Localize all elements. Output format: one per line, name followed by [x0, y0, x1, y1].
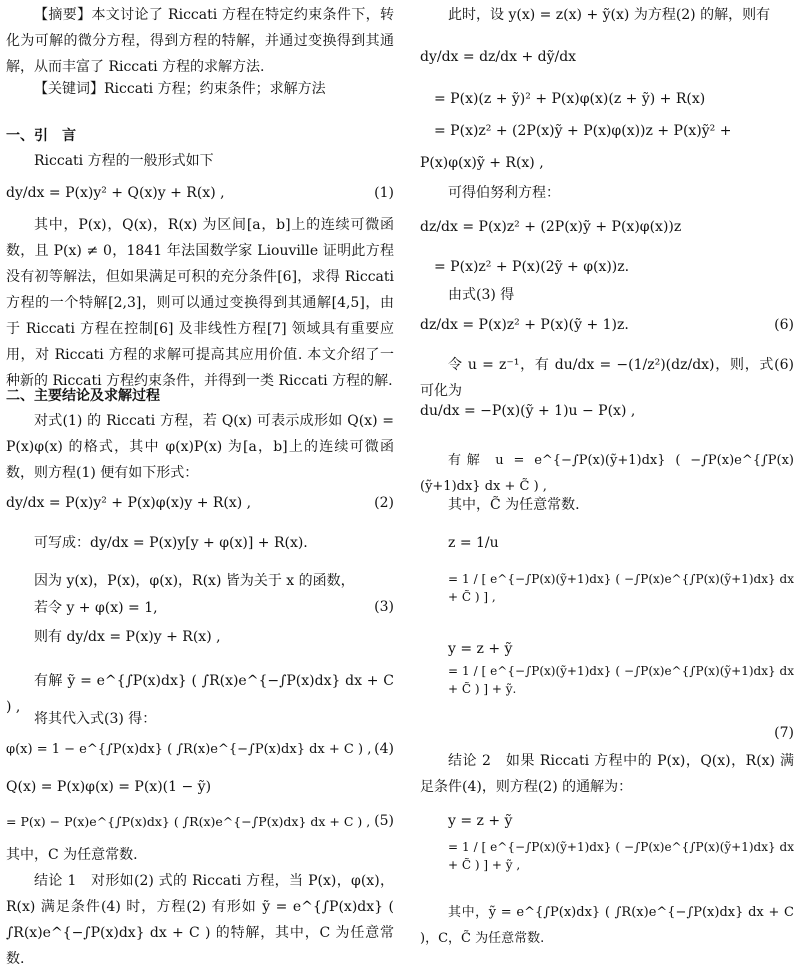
equation-6-number: (6)	[774, 317, 794, 333]
equation-2-number: (2)	[374, 495, 394, 511]
equation-1	[6, 176, 394, 210]
equation-3-body: 若令 y + φ(x) = 1,	[34, 600, 158, 616]
substitute-line: 将其代入式(3) 得：	[34, 711, 157, 727]
equation-4-body: φ(x) = 1 − e^{∫P(x)dx} ( ∫R(x)e^{−∫P(x)dx} dx + C ) ,	[6, 741, 372, 757]
z-line-2: = 1 / [ e^{−∫P(x)(ỹ+1)dx} ( −∫P(x)e^{∫P(x)(ỹ+1)dx} dx + C̃ ) ] ,	[448, 572, 794, 604]
equation-6	[420, 308, 794, 342]
equation-6-body: dz/dx = P(x)z² + P(x)(ỹ + 1)z.	[420, 317, 629, 333]
z-line-1: z = 1/u	[448, 535, 499, 551]
final-note: 其中，ỹ = e^{∫P(x)dx} ( ∫R(x)e^{−∫P(x)dx} dx + C )，C，C̃ 为任意常数.	[420, 905, 794, 946]
equation-5-number: (5)	[374, 813, 394, 829]
y-line-1: y = z + ỹ	[448, 641, 513, 657]
main-paragraph-1: 对式(1) 的 Riccati 方程，若 Q(x) 可表示成形如 Q(x) = P(x)φ(x) 的格式，其中 φ(x)P(x) 为[a，b]上的连续可微函数，则方程(1) 便有如下形式：	[6, 413, 394, 481]
intro-paragraph-2: 其中，P(x)，Q(x)，R(x) 为区间[a，b]上的连续可微函数，且 P(x) ≠ 0，1841 年法国数学家 Liouville 证明此方程没有初等解法，但如果满足可积的充分条件[6]，求得 Riccati 方程的一个特解[2,3]，则可以通过变换得到其通解[4,5]，由于 Riccati 方程在控制[6] 及非线性方程[7] 领域具有重要应用，对 Riccati 方程的求解可提高其应用价值. 本文介绍了一种新的 Riccati 方程约束条件，并得到一类 Riccati 方程的解.	[6, 217, 394, 389]
right-paragraph-1: 此时，设 y(x) = z(x) + ỹ(x) 为方程(2) 的解，则有	[448, 7, 771, 23]
because-line: 因为 y(x)，P(x)，φ(x)，R(x) 皆为关于 x 的函数，	[34, 573, 355, 589]
substitution-line: 令 u = z⁻¹，有 du/dx = −(1/z²)(dz/dx)，则，式(6) 可化为	[420, 357, 794, 399]
section-heading-intro: 一、引 言	[6, 128, 76, 144]
section-heading-main: 二、主要结论及求解过程	[6, 388, 160, 404]
derivation-line-4: P(x)φ(x)ỹ + R(x) ,	[420, 155, 544, 171]
linear-equation: du/dx = −P(x)(ỹ + 1)u − P(x) ,	[420, 403, 636, 419]
particular-solution: 有解 ỹ = e^{∫P(x)dx} ( ∫R(x)e^{−∫P(x)dx} dx + C ) ,	[6, 673, 394, 715]
intro-paragraph-1: Riccati 方程的一般形式如下	[34, 153, 214, 169]
c-tilde-note: 其中，C̃ 为任意常数.	[448, 497, 580, 513]
from-eq3-line: 由式(3) 得	[448, 287, 515, 303]
then-line: 则有 dy/dx = P(x)y + R(x) ,	[34, 629, 221, 645]
equation-1-number: (1)	[374, 185, 394, 201]
rewrite-line: 可写成：dy/dx = P(x)y[y + φ(x)] + R(x).	[34, 535, 308, 551]
equation-5-line-a: Q(x) = P(x)φ(x) = P(x)(1 − ỹ)	[6, 779, 212, 795]
bernoulli-line-2: = P(x)z² + P(x)(2ỹ + φ(x))z.	[434, 259, 630, 275]
derivation-line-3: = P(x)z² + (2P(x)ỹ + P(x)φ(x))z + P(x)ỹ² +	[434, 123, 732, 139]
conclusion-2: 结论 2 如果 Riccati 方程中的 P(x)，Q(x)，R(x) 满足条件(4)，则方程(2) 的通解为：	[420, 753, 794, 795]
equation-2-body: dy/dx = P(x)y² + P(x)φ(x)y + R(x) ,	[6, 495, 252, 511]
equation-5	[6, 806, 394, 836]
equation-3	[6, 594, 394, 620]
bernoulli-line-1: dz/dx = P(x)z² + (2P(x)ỹ + P(x)φ(x))z	[420, 219, 682, 235]
constant-note: 其中，C 为任意常数.	[6, 847, 138, 863]
abstract: 【摘要】本文讨论了 Riccati 方程在特定约束条件下，转化为可解的微分方程，得到方程的特解，并通过变换得到其通解，从而丰富了 Riccati 方程的求解方法.	[6, 7, 394, 75]
equation-1-body: dy/dx = P(x)y² + Q(x)y + R(x) ,	[6, 185, 225, 201]
u-solution: 有解 u = e^{−∫P(x)(ỹ+1)dx} ( −∫P(x)e^{∫P(x)(ỹ+1)dx} dx + C̃ ) ,	[420, 453, 794, 494]
equation-3-number: (3)	[374, 599, 394, 615]
derivation-line-2: = P(x)(z + ỹ)² + P(x)φ(x)(z + ỹ) + R(x)	[434, 91, 706, 107]
equation-5-body: = P(x) − P(x)e^{∫P(x)dx} ( ∫R(x)e^{−∫P(x)dx} dx + C ) ,	[6, 813, 371, 829]
equation-4	[6, 734, 394, 764]
general-line-1: y = z + ỹ	[448, 813, 513, 829]
derivation-line-1: dy/dx = dz/dx + dỹ/dx	[420, 49, 577, 65]
keywords: 【关键词】Riccati 方程；约束条件；求解方法	[34, 81, 326, 97]
bernoulli-intro: 可得伯努利方程：	[448, 185, 560, 201]
equation-2	[6, 486, 394, 520]
equation-7-number: (7)	[774, 725, 794, 741]
y-line-2: = 1 / [ e^{−∫P(x)(ỹ+1)dx} ( −∫P(x)e^{∫P(x)(ỹ+1)dx} dx + C̃ ) ] + ỹ.	[448, 664, 794, 696]
equation-4-number: (4)	[374, 741, 394, 757]
general-line-2: = 1 / [ e^{−∫P(x)(ỹ+1)dx} ( −∫P(x)e^{∫P(x)(ỹ+1)dx} dx + C̃ ) ] + ỹ ,	[448, 840, 794, 872]
conclusion-1: 结论 1 对形如(2) 式的 Riccati 方程，当 P(x)，φ(x)，R(x) 满足条件(4) 时，方程(2) 有形如 ỹ = e^{∫P(x)dx} ( ∫R(x)e^{−∫P(x)dx} dx + C ) 的特解，其中，C 为任意常数.	[6, 873, 394, 967]
